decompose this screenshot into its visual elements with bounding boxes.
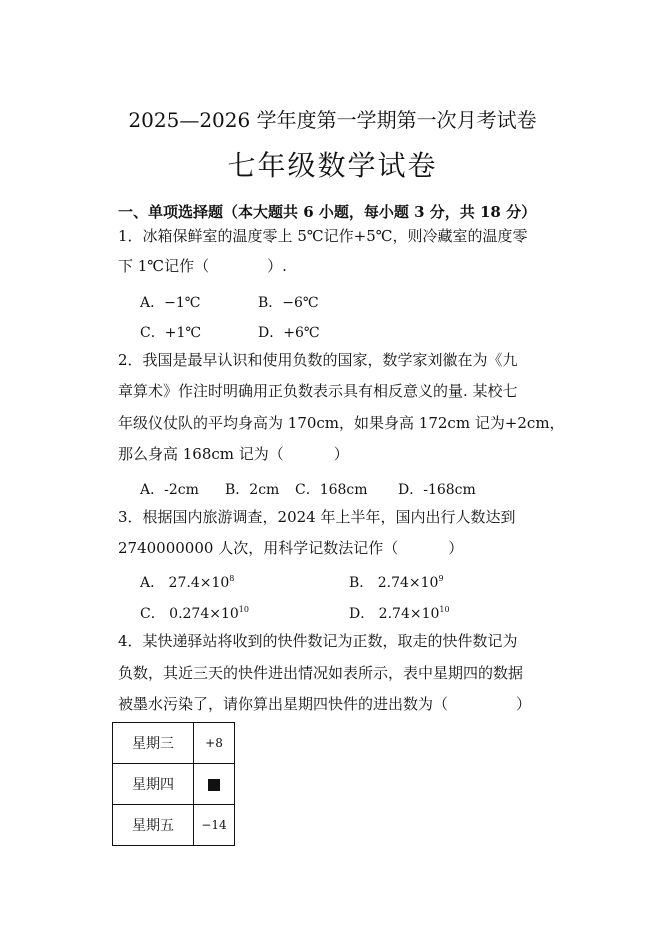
table-row xyxy=(113,723,235,764)
ink-blot-icon xyxy=(208,779,220,791)
q2-line1: 2．我国是最早认识和使用负数的国家，数学家刘徽在为《九 xyxy=(118,351,518,369)
table-cell-day: 星期五 xyxy=(113,805,194,846)
q3-option-c-base: C． 0.274×10 xyxy=(140,606,239,622)
q1-option-c: C．+1℃ xyxy=(140,325,202,341)
table-row xyxy=(113,764,235,805)
q3-line1: 3．根据国内旅游调查，2024 年上半年，国内出行人数达到 xyxy=(118,508,516,526)
q3-stem-end: ） xyxy=(448,539,464,557)
exam-title: 2025—2026 学年度第一学期第一次月考试卷 xyxy=(128,108,537,132)
q3-option-a xyxy=(140,572,234,592)
q2-line2: 章算术》作注时明确用正负数表示具有相反意义的量. 某校七 xyxy=(118,382,518,400)
q3-stem-text: 2740000000 人次，用科学记数法记作（ xyxy=(118,539,399,557)
q3-option-b-base: B． 2.74×10 xyxy=(349,575,439,591)
q2-option-a: A．-2cm xyxy=(140,482,199,498)
q1-option-b: B．−6℃ xyxy=(258,295,319,311)
q2-option-d: D．-168cm xyxy=(398,482,476,498)
q4-stem-end: ） xyxy=(516,695,532,713)
q4-line2: 负数，其近三天的快件进出情况如表所示，表中星期四的数据 xyxy=(118,664,524,682)
q1-stem-end: ）. xyxy=(267,257,287,275)
q3-option-d-exponent: 10 xyxy=(439,605,450,614)
q3-option-b-exponent: 9 xyxy=(438,574,444,583)
q3-option-c-exponent: 10 xyxy=(238,605,249,614)
q3-line2 xyxy=(118,541,463,556)
q3-option-d xyxy=(349,603,450,623)
q1-line2 xyxy=(118,259,287,274)
q1-stem-text: 下 1℃记作（ xyxy=(118,257,210,275)
table-cell-day: 星期四 xyxy=(113,764,194,805)
q2-option-c: C．168cm xyxy=(295,482,368,498)
q4-stem-text: 被墨水污染了，请你算出星期四快件的进出数为（ xyxy=(118,695,449,713)
q3-option-b xyxy=(349,572,444,592)
q1-line1: 1．冰箱保鲜室的温度零上 5℃记作+5℃，则冷藏室的温度零 xyxy=(118,227,528,245)
q4-table xyxy=(112,722,235,846)
q1-option-d: D．+6℃ xyxy=(258,325,320,341)
section-heading: 一、单项选择题（本大题共 6 小题，每小题 3 分，共 18 分） xyxy=(118,203,537,221)
q2-line3: 年级仪仗队的平均身高为 170cm，如果身高 172cm 记为+2cm， xyxy=(118,414,565,432)
q4-line3 xyxy=(118,697,531,712)
q2-stem-text: 那么身高 168cm 记为（ xyxy=(118,445,284,463)
table-cell-value: +8 xyxy=(194,723,235,764)
table-cell-value: −14 xyxy=(194,805,235,846)
q4-line1: 4．某快递驿站将收到的快件数记为正数，取走的快件数记为 xyxy=(118,632,518,650)
table-row xyxy=(113,805,235,846)
q1-option-a: A．−1℃ xyxy=(140,295,201,311)
q2-option-b: B．2cm xyxy=(225,482,280,498)
q2-line4 xyxy=(118,447,349,462)
table-cell-value xyxy=(194,764,235,805)
table-cell-day: 星期三 xyxy=(113,723,194,764)
q3-option-a-exponent: 8 xyxy=(229,574,235,583)
q3-option-c xyxy=(140,603,249,623)
q2-stem-end: ） xyxy=(333,445,349,463)
q3-option-d-base: D． 2.74×10 xyxy=(349,606,440,622)
q3-option-a-base: A． 27.4×10 xyxy=(140,575,230,591)
subject-title: 七年级数学试卷 xyxy=(227,149,438,182)
